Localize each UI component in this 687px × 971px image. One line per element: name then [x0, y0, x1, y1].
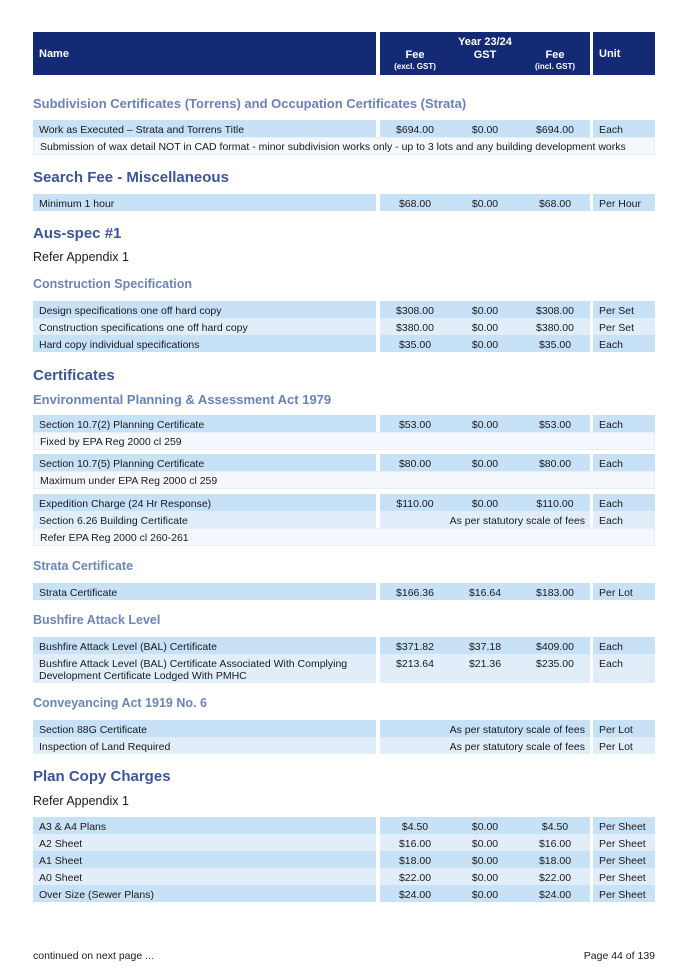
row-unit: Per Sheet [593, 817, 655, 834]
fee-gst: $0.00 [471, 498, 499, 510]
fee-incl: $35.00 [538, 339, 572, 351]
table-row [33, 720, 655, 737]
row-unit: Each [593, 335, 655, 352]
row-fees [380, 194, 590, 211]
fee-excl: $308.00 [396, 305, 434, 317]
table-row [33, 415, 655, 432]
table-row [33, 834, 655, 851]
table-row [33, 654, 655, 683]
row-unit: Per Set [593, 318, 655, 335]
epa-title: Environmental Planning & Assessment Act 1979 [33, 392, 332, 407]
fee-excl: $68.00 [398, 198, 432, 210]
row-name: A1 Sheet [33, 851, 376, 868]
row-fees [380, 511, 590, 528]
ausspec-note: Refer Appendix 1 [33, 250, 129, 264]
table-row [33, 511, 655, 528]
fee-gst: $21.36 [468, 658, 502, 670]
header-year: Year 23/24 [458, 36, 512, 48]
row-unit: Each [593, 494, 655, 511]
statutory-scale: As per statutory scale of fees [449, 741, 585, 753]
fee-gst: $0.00 [471, 838, 499, 850]
fee-gst: $0.00 [471, 889, 499, 901]
row-fees [380, 583, 590, 600]
header-fee-incl: Fee (incl. GST) [535, 49, 575, 71]
footer-page-number: Page 44 of 139 [583, 950, 655, 962]
fee-incl: $80.00 [538, 458, 572, 470]
fee-incl: $22.00 [538, 872, 572, 884]
section-ausspec-title: Aus-spec #1 [33, 225, 122, 242]
epa-note-3: Refer EPA Reg 2000 cl 260-261 [33, 528, 655, 546]
epa-note-1: Fixed by EPA Reg 2000 cl 259 [33, 432, 655, 450]
row-fees [380, 868, 590, 885]
row-name: Section 6.26 Building Certificate [33, 511, 376, 528]
header-gst: GST [473, 49, 497, 61]
fee-incl: $18.00 [538, 855, 572, 867]
row-fees [380, 494, 590, 511]
fee-incl: $110.00 [536, 498, 574, 510]
section-plan-title: Plan Copy Charges [33, 768, 171, 785]
fee-excl: $4.50 [401, 821, 429, 833]
row-unit: Per Sheet [593, 885, 655, 902]
fee-excl: $16.00 [398, 838, 432, 850]
row-fees [380, 301, 590, 318]
conveyancing-title: Conveyancing Act 1919 No. 6 [33, 696, 207, 710]
table-row [33, 494, 655, 511]
row-fees [380, 318, 590, 335]
subdivision-note: Submission of wax detail NOT in CAD format - minor subdivision works only - up to 3 lots and any building development works [33, 137, 655, 155]
fee-incl: $53.00 [538, 419, 572, 431]
row-unit: Each [593, 511, 655, 528]
fee-excl: $80.00 [398, 458, 432, 470]
table-row [33, 120, 655, 137]
statutory-scale: As per statutory scale of fees [449, 724, 585, 736]
table-row [33, 318, 655, 335]
fee-gst: $0.00 [471, 458, 499, 470]
row-unit: Per Sheet [593, 834, 655, 851]
header-year-group [380, 32, 590, 75]
header-fee-excl: Fee (excl. GST) [394, 49, 436, 71]
header-unit: Unit [593, 32, 655, 75]
bushfire-title: Bushfire Attack Level [33, 613, 161, 627]
row-name: Hard copy individual specifications [33, 335, 376, 352]
epa-note-2: Maximum under EPA Reg 2000 cl 259 [33, 471, 655, 489]
row-name: Work as Executed – Strata and Torrens Title [33, 120, 376, 137]
row-name: A3 & A4 Plans [33, 817, 376, 834]
row-name: A0 Sheet [33, 868, 376, 885]
table-row [33, 194, 655, 211]
row-fees [380, 335, 590, 352]
plan-note: Refer Appendix 1 [33, 794, 129, 808]
statutory-scale: As per statutory scale of fees [449, 515, 585, 527]
row-fees [380, 654, 590, 683]
section-certificates-title: Certificates [33, 367, 115, 384]
row-fees [380, 817, 590, 834]
table-row [33, 868, 655, 885]
table-row [33, 817, 655, 834]
fee-excl: $371.82 [396, 641, 434, 653]
row-fees [380, 737, 590, 754]
fee-gst: $0.00 [471, 339, 499, 351]
row-name: Design specifications one off hard copy [33, 301, 376, 318]
fee-excl: $18.00 [398, 855, 432, 867]
fee-excl: $213.64 [396, 658, 434, 670]
row-fees [380, 720, 590, 737]
row-unit: Each [593, 654, 655, 683]
row-fees [380, 885, 590, 902]
row-fees [380, 454, 590, 471]
table-row [33, 301, 655, 318]
row-fees [380, 637, 590, 654]
row-unit: Per Lot [593, 583, 655, 600]
fee-excl: $694.00 [396, 124, 434, 136]
fee-incl: $409.00 [536, 641, 574, 653]
fee-incl: $235.00 [536, 658, 574, 670]
row-name: Construction specifications one off hard copy [33, 318, 376, 335]
row-unit: Each [593, 454, 655, 471]
fee-schedule-page [33, 32, 655, 901]
fee-incl: $308.00 [536, 305, 574, 317]
fee-gst: $0.00 [471, 198, 499, 210]
ausspec-subtitle: Construction Specification [33, 277, 193, 291]
row-unit: Per Hour [593, 194, 655, 211]
row-fees [380, 851, 590, 868]
table-row [33, 454, 655, 471]
fee-excl: $380.00 [396, 322, 434, 334]
table-row [33, 737, 655, 754]
fee-gst: $37.18 [468, 641, 502, 653]
row-unit: Each [593, 120, 655, 137]
section-subdivision-title: Subdivision Certificates (Torrens) and Occupation Certificates (Strata) [33, 96, 467, 111]
row-name: Expedition Charge (24 Hr Response) [33, 494, 376, 511]
row-name: Section 10.7(5) Planning Certificate [33, 454, 376, 471]
row-name: Bushfire Attack Level (BAL) Certificate Associated With Complying Development Certificate Lodged With PMHC [33, 654, 376, 683]
row-unit: Each [593, 415, 655, 432]
row-name: Inspection of Land Required [33, 737, 376, 754]
section-search-title: Search Fee - Miscellaneous [33, 169, 229, 186]
row-name: Section 88G Certificate [33, 720, 376, 737]
fee-gst: $0.00 [471, 419, 499, 431]
row-fees [380, 834, 590, 851]
table-row [33, 851, 655, 868]
fee-incl: $183.00 [536, 587, 574, 599]
fee-incl: $24.00 [538, 889, 572, 901]
fee-incl: $694.00 [536, 124, 574, 136]
row-unit: Per Set [593, 301, 655, 318]
fee-gst: $0.00 [471, 124, 499, 136]
row-unit: Per Lot [593, 720, 655, 737]
fee-gst: $0.00 [471, 305, 499, 317]
fee-gst: $0.00 [471, 872, 499, 884]
fee-excl: $35.00 [398, 339, 432, 351]
strata-title: Strata Certificate [33, 559, 134, 573]
fee-gst: $16.64 [468, 587, 502, 599]
fee-excl: $22.00 [398, 872, 432, 884]
table-row [33, 583, 655, 600]
fee-excl: $24.00 [398, 889, 432, 901]
fee-gst: $0.00 [471, 855, 499, 867]
row-name: Section 10.7(2) Planning Certificate [33, 415, 376, 432]
row-name: Bushfire Attack Level (BAL) Certificate [33, 637, 376, 654]
fee-excl: $110.00 [396, 498, 434, 510]
table-row [33, 885, 655, 902]
table-row [33, 335, 655, 352]
fee-incl: $16.00 [538, 838, 572, 850]
fee-incl: $4.50 [541, 821, 569, 833]
fee-incl: $380.00 [536, 322, 574, 334]
row-fees [380, 415, 590, 432]
row-unit: Each [593, 637, 655, 654]
table-row [33, 637, 655, 654]
row-name: Over Size (Sewer Plans) [33, 885, 376, 902]
fee-gst: $0.00 [471, 322, 499, 334]
row-unit: Per Sheet [593, 851, 655, 868]
row-fees [380, 120, 590, 137]
header-name: Name [33, 32, 376, 75]
fee-excl: $53.00 [398, 419, 432, 431]
row-unit: Per Lot [593, 737, 655, 754]
row-name: Strata Certificate [33, 583, 376, 600]
row-name: Minimum 1 hour [33, 194, 376, 211]
footer-continued: continued on next page ... [33, 950, 154, 962]
fee-incl: $68.00 [538, 198, 572, 210]
row-name: A2 Sheet [33, 834, 376, 851]
fee-gst: $0.00 [471, 821, 499, 833]
table-header [33, 32, 655, 75]
row-unit: Per Sheet [593, 868, 655, 885]
fee-excl: $166.36 [396, 587, 434, 599]
